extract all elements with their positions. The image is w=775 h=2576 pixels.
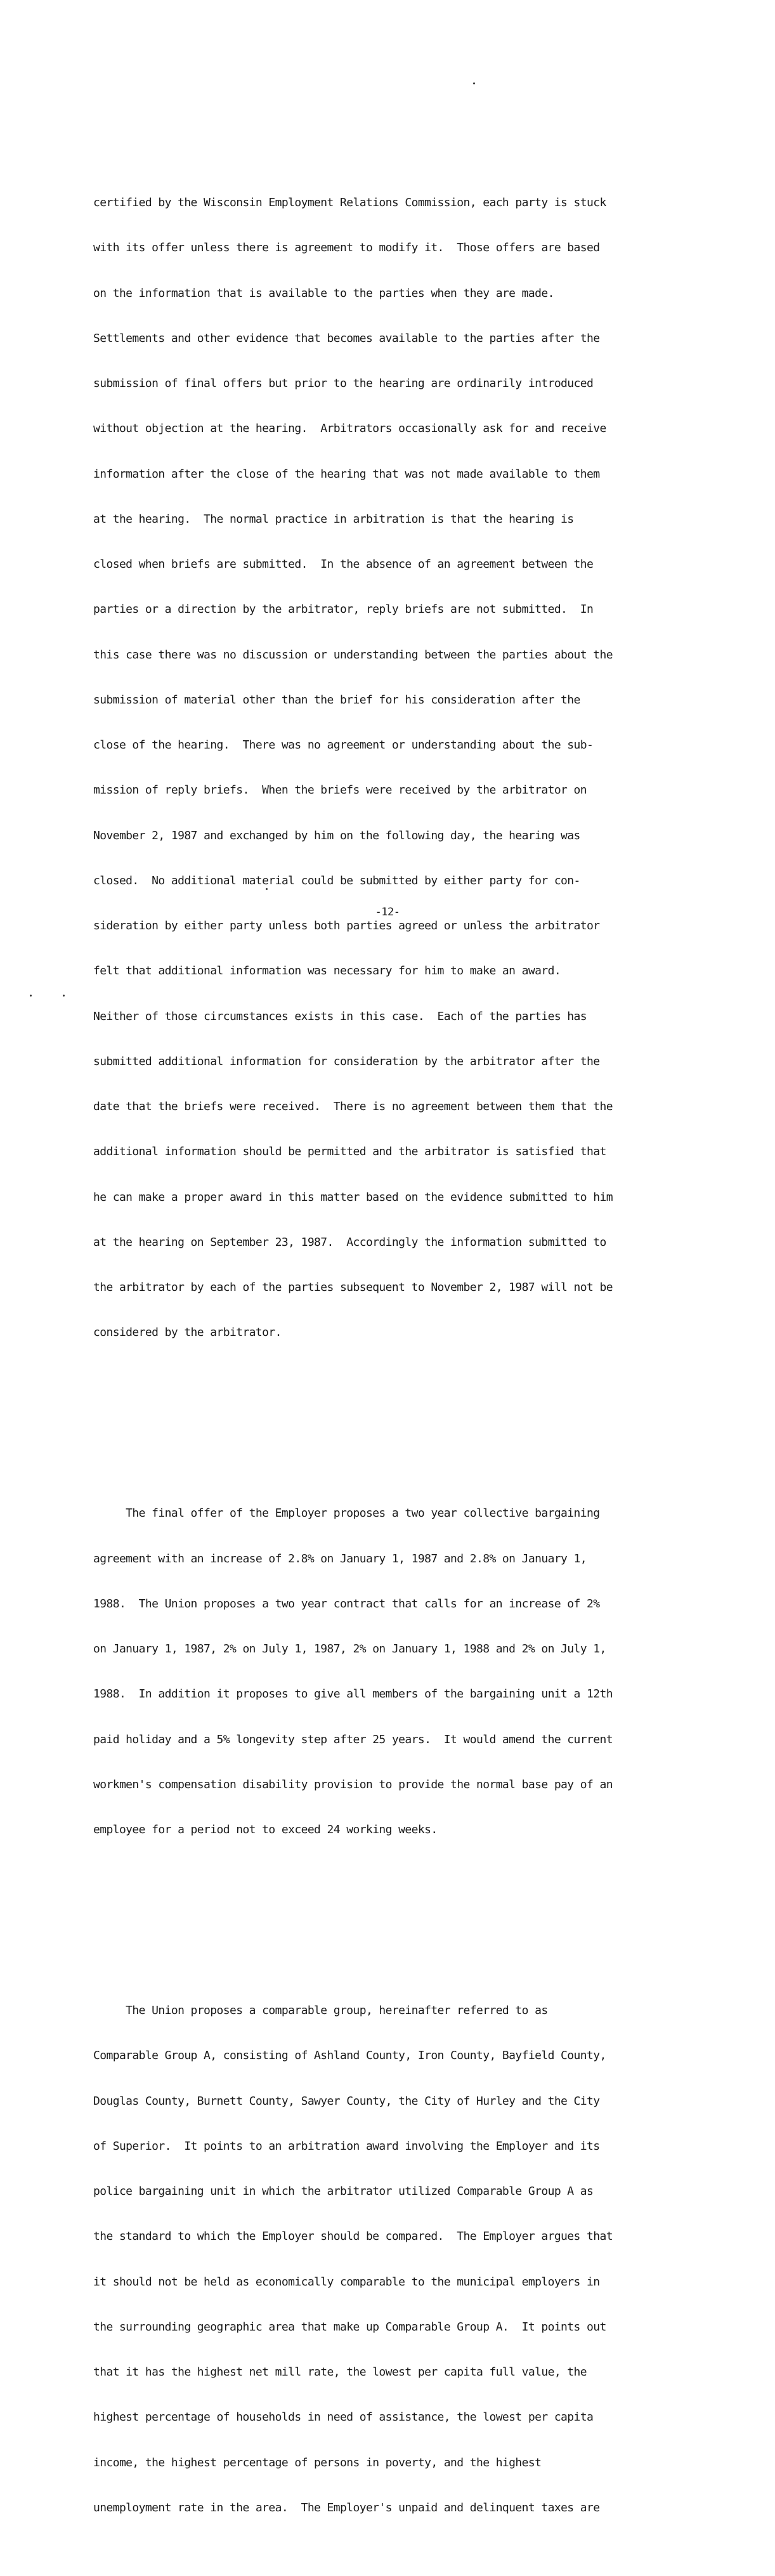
text-line: on the information that is available to the parties when they are made. xyxy=(93,286,554,300)
scan-speck xyxy=(266,888,268,890)
document-body xyxy=(93,135,702,2576)
text-line: felt that additional information was necessary for him to make an award. xyxy=(93,964,561,978)
scan-speck xyxy=(473,82,475,84)
text-line: information after the close of the hearing that was not made available to them xyxy=(93,467,600,481)
scan-speck xyxy=(30,995,32,997)
text-line: date that the briefs were received. There is no agreement between them that the xyxy=(93,1100,613,1113)
paragraph-1 xyxy=(93,166,702,1371)
text-line: Neither of those circumstances exists in this case. Each of the parties has xyxy=(93,1009,587,1023)
text-line: on January 1, 1987, 2% on July 1, 1987, 2% on January 1, 1988 and 2% on July 1, xyxy=(93,1642,606,1656)
text-line: Comparable Group A, consisting of Ashland County, Iron County, Bayfield County, xyxy=(93,2049,606,2063)
text-line: agreement with an increase of 2.8% on January 1, 1987 and 2.8% on January 1, xyxy=(93,1552,587,1566)
text-line: submitted additional information for consideration by the arbitrator after the xyxy=(93,1054,600,1068)
text-line: closed. No additional material could be submitted by either party for con- xyxy=(93,873,580,887)
text-line: certified by the Wisconsin Employment Relations Commission, each party is stuck xyxy=(93,196,606,209)
text-line: considered by the arbitrator. xyxy=(93,1326,282,1340)
text-line: police bargaining unit in which the arbitrator utilized Comparable Group A as xyxy=(93,2185,594,2198)
text-line: without objection at the hearing. Arbitrators occasionally ask for and receive xyxy=(93,422,606,436)
text-line: unemployment rate in the area. The Employer's unpaid and delinquent taxes are xyxy=(93,2501,600,2514)
text-line: the standard to which the Employer should be compared. The Employer argues that xyxy=(93,2230,613,2244)
text-line: 1988. In addition it proposes to give all members of the bargaining unit a 12th xyxy=(93,1687,613,1701)
text-line: at the hearing. The normal practice in arbitration is that the hearing is xyxy=(93,512,574,526)
text-line: closed when briefs are submitted. In the absence of an agreement between the xyxy=(93,558,594,571)
text-line: that it has the highest net mill rate, the lowest per capita full value, the xyxy=(93,2365,587,2379)
text-line: he can make a proper award in this matter based on the evidence submitted to him xyxy=(93,1190,613,1204)
text-line: The Union proposes a comparable group, hereinafter referred to as xyxy=(93,2004,548,2017)
paragraph-spacer xyxy=(93,1913,702,1928)
scan-speck xyxy=(63,995,65,997)
text-line: parties or a direction by the arbitrator, reply briefs are not submitted. In xyxy=(93,603,594,617)
text-line: income, the highest percentage of persons in poverty, and the highest xyxy=(93,2455,542,2469)
text-line: November 2, 1987 and exchanged by him on the following day, the hearing was xyxy=(93,828,580,842)
text-line: 1988. The Union proposes a two year contract that calls for an increase of 2% xyxy=(93,1597,600,1611)
text-line: workmen's compensation disability provision to provide the normal base pay of an xyxy=(93,1777,613,1791)
text-line: the surrounding geographic area that make up Comparable Group A. It points out xyxy=(93,2320,606,2334)
text-line: Settlements and other evidence that becomes available to the parties after the xyxy=(93,331,600,345)
text-line: this case there was no discussion or understanding between the parties about the xyxy=(93,648,613,662)
text-line: at the hearing on September 23, 1987. Accordingly the information submitted to xyxy=(93,1235,606,1249)
paragraph-2 xyxy=(93,1476,702,1868)
paragraph-spacer xyxy=(93,1416,702,1431)
text-line: Douglas County, Burnett County, Sawyer County, the City of Hurley and the City xyxy=(93,2094,600,2108)
text-line: submission of final offers but prior to the hearing are ordinarily introduced xyxy=(93,377,594,390)
text-line: The final offer of the Employer proposes a two year collective bargaining xyxy=(93,1507,600,1520)
text-line: additional information should be permitted and the arbitrator is satisfied that xyxy=(93,1145,606,1159)
text-line: mission of reply briefs. When the briefs were received by the arbitrator on xyxy=(93,783,587,797)
page-number: -12- xyxy=(375,906,400,919)
text-line: of Superior. It points to an arbitration award involving the Employer and its xyxy=(93,2139,600,2153)
text-line: with its offer unless there is agreement to modify it. Those offers are based xyxy=(93,241,600,255)
text-line: employee for a period not to exceed 24 working weeks. xyxy=(93,1823,438,1836)
text-line: sideration by either party unless both parties agreed or unless the arbitrator xyxy=(93,919,600,932)
paragraph-3 xyxy=(93,1973,702,2546)
text-line: highest percentage of households in need of assistance, the lowest per capita xyxy=(93,2410,594,2424)
text-line: submission of material other than the brief for his consideration after the xyxy=(93,693,580,707)
text-line: paid holiday and a 5% longevity step after 25 years. It would amend the current xyxy=(93,1732,613,1746)
text-line: it should not be held as economically comparable to the municipal employers in xyxy=(93,2275,600,2289)
text-line: the arbitrator by each of the parties subsequent to November 2, 1987 will not be xyxy=(93,1281,613,1294)
text-line: close of the hearing. There was no agreement or understanding about the sub- xyxy=(93,738,594,752)
